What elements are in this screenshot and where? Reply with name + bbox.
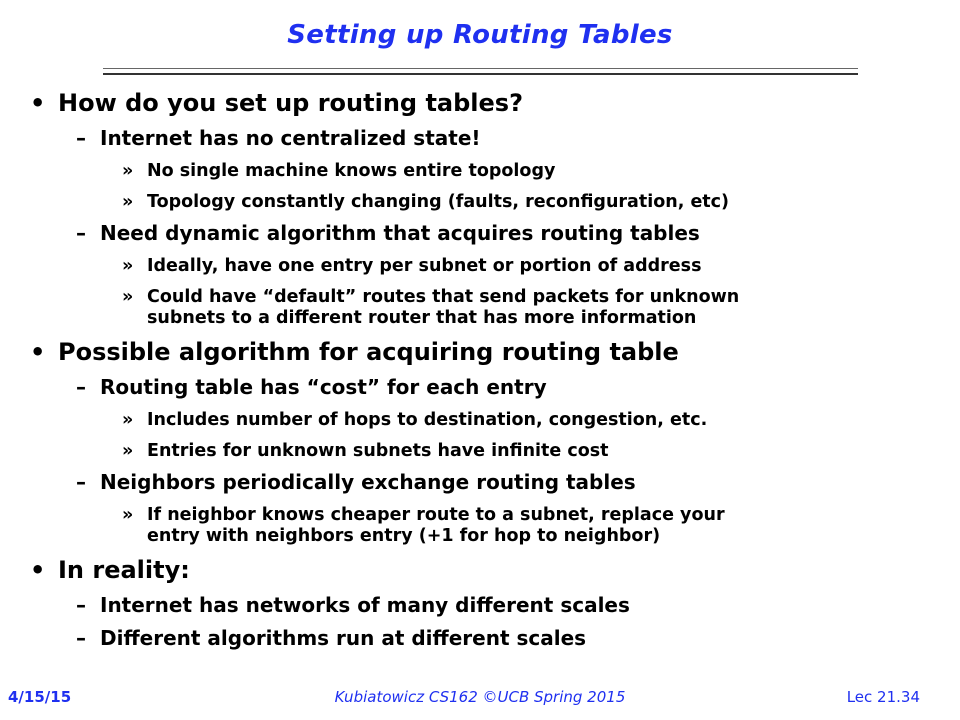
sub-sub-bullet-text: If neighbor knows cheaper route to a subnet, replace your	[147, 505, 725, 525]
bullet-level2	[30, 626, 935, 651]
sub-sub-bullet-text: subnets to a different router that has more information	[147, 308, 697, 328]
bullet-level3	[30, 192, 935, 213]
bullet-dot-icon: •	[30, 89, 46, 117]
title-underline	[103, 68, 858, 69]
sub-sub-bullet-text: Ideally, have one entry per subnet or portion of address	[147, 256, 702, 276]
bullet-level3	[30, 505, 935, 547]
footer-lecture-number: Lec 21.34	[846, 688, 920, 706]
sub-bullet-text: Routing table has “cost” for each entry	[100, 375, 547, 399]
slide-title: Setting up Routing Tables	[287, 20, 673, 50]
bullet-dot-icon: •	[30, 556, 46, 584]
dash-icon: –	[76, 593, 86, 617]
sub-bullet-text: Internet has networks of many different scales	[100, 593, 630, 617]
bullet-level3	[30, 256, 935, 277]
slide-content	[30, 80, 935, 651]
bullet-text: How do you set up routing tables?	[58, 89, 523, 117]
bullet-level2	[30, 221, 935, 246]
sub-sub-bullet-text: Could have “default” routes that send packets for unknown	[147, 287, 740, 307]
sub-sub-bullet-text: entry with neighbors entry (+1 for hop to neighbor)	[147, 526, 661, 546]
dash-icon: –	[76, 126, 86, 150]
bullet-level3	[30, 441, 935, 462]
bullet-level2	[30, 593, 935, 618]
sub-sub-bullet-text: Entries for unknown subnets have infinite cost	[147, 441, 609, 461]
sub-bullet-text: Need dynamic algorithm that acquires routing tables	[100, 221, 700, 245]
sub-bullet-text: Internet has no centralized state!	[100, 126, 481, 150]
chevron-right-icon: »	[122, 161, 134, 181]
footer-course: Kubiatowicz CS162 ©UCB Spring 2015	[334, 688, 626, 706]
sub-sub-bullet-text: No single machine knows entire topology	[147, 161, 556, 181]
bullet-level1	[30, 555, 935, 585]
sub-sub-bullet-text: Topology constantly changing (faults, reconfiguration, etc)	[147, 192, 730, 212]
chevron-right-icon: »	[122, 441, 134, 461]
sub-bullet-text: Different algorithms run at different scales	[100, 626, 587, 650]
title-underline-thick	[103, 73, 858, 75]
bullet-level3	[30, 161, 935, 182]
sub-sub-bullet-text: Includes number of hops to destination, congestion, etc.	[147, 410, 708, 430]
bullet-level3	[30, 410, 935, 431]
dash-icon: –	[76, 470, 86, 494]
dash-icon: –	[76, 375, 86, 399]
bullet-level2	[30, 375, 935, 400]
chevron-right-icon: »	[122, 256, 134, 276]
chevron-right-icon: »	[122, 505, 134, 525]
bullet-level2	[30, 126, 935, 151]
chevron-right-icon: »	[122, 192, 134, 212]
bullet-level1	[30, 337, 935, 367]
bullet-text: Possible algorithm for acquiring routing table	[58, 338, 679, 366]
chevron-right-icon: »	[122, 287, 134, 307]
bullet-text: In reality:	[58, 556, 190, 584]
chevron-right-icon: »	[122, 410, 134, 430]
sub-bullet-text: Neighbors periodically exchange routing tables	[100, 470, 636, 494]
bullet-dot-icon: •	[30, 338, 46, 366]
bullet-level3	[30, 287, 935, 329]
bullet-level2	[30, 470, 935, 495]
bullet-level1	[30, 88, 935, 118]
dash-icon: –	[76, 626, 86, 650]
footer-date: 4/15/15	[8, 688, 72, 706]
dash-icon: –	[76, 221, 86, 245]
